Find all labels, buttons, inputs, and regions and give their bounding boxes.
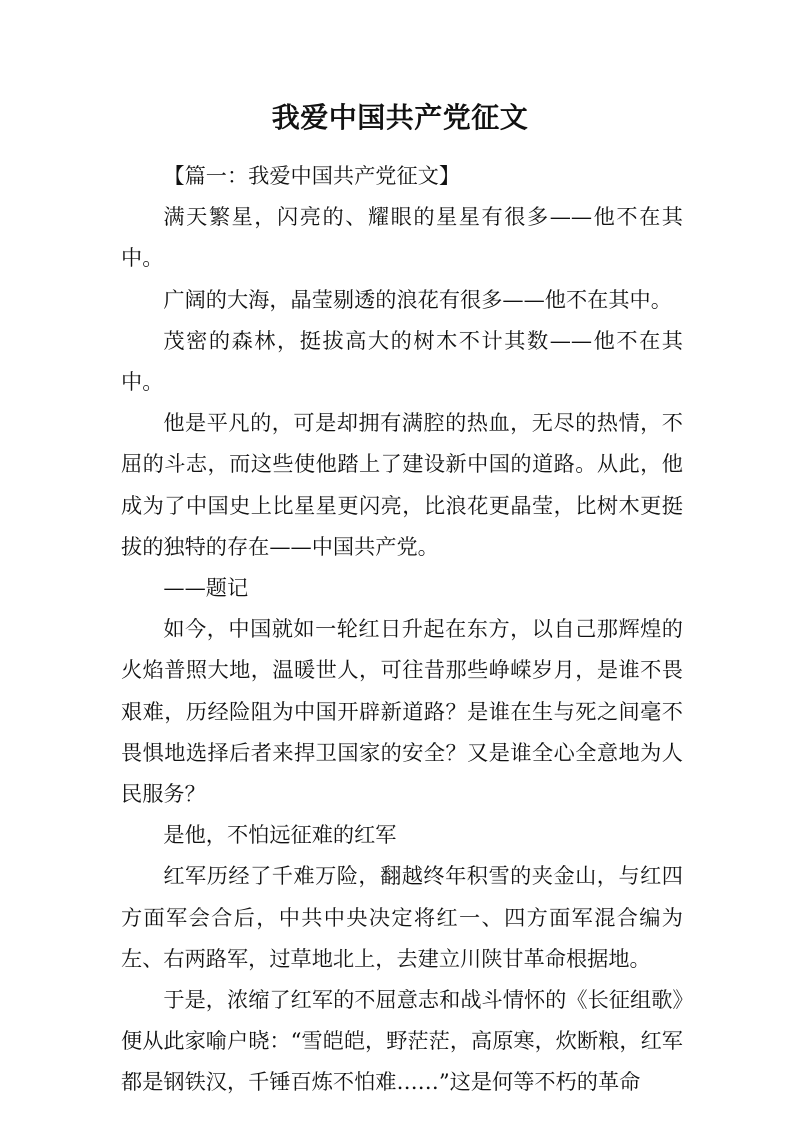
document-title: 我爱中国共产党征文 — [271, 101, 529, 134]
paragraph: 如今，中国就如一轮红日升起在东方，以自己那辉煌的火焰普照大地，温暖世人，可往昔那些峥嵘岁月，是谁不畏艰难，历经险阻为中国开辟新道路？是谁在生与死之间毫不畏惧地选择后者来捍卫国家的安全？又是谁全心全意地为人民服务？ — [121, 616, 683, 807]
paragraph: 于是，浓缩了红军的不屈意志和战斗情怀的《长征组歌》便从此家喻户晓：“雪皑皑，野茫茫，高原寒，炊断粮，红军都是钢铁汉，千锤百炼不怕难……”这是何等不朽的革命 — [121, 987, 683, 1095]
paragraph-epigraph-note: ——题记 — [163, 575, 249, 601]
paragraph-section-heading: 【篇一：我爱中国共产党征文】 — [163, 163, 461, 188]
paragraph: 茂密的森林，挺拔高大的树木不计其数——他不在其中。 — [121, 327, 683, 395]
document-body — [121, 155, 683, 1103]
paragraph: 红军历经了千难万险，翻越终年积雪的夹金山，与红四方面军会合后，中共中央决定将红一、四方面军混合编为左、右两路军，过草地北上，去建立川陕甘革命根据地。 — [121, 863, 683, 971]
paragraph: 满天繁星，闪亮的、耀眼的星星有很多——他不在其中。 — [121, 204, 683, 271]
paragraph: 他是平凡的，可是却拥有满腔的热血，无尽的热情，不屈的斗志，而这些使他踏上了建设新中国的道路。从此，他成为了中国史上比星星更闪亮，比浪花更晶莹，比树木更挺拔的独特的存在——中国共产党。 — [121, 410, 683, 559]
paragraph: 广阔的大海，晶莹剔透的浪花有很多——他不在其中。 — [163, 286, 672, 312]
paragraph: 是他，不怕远征难的红军 — [163, 822, 397, 848]
